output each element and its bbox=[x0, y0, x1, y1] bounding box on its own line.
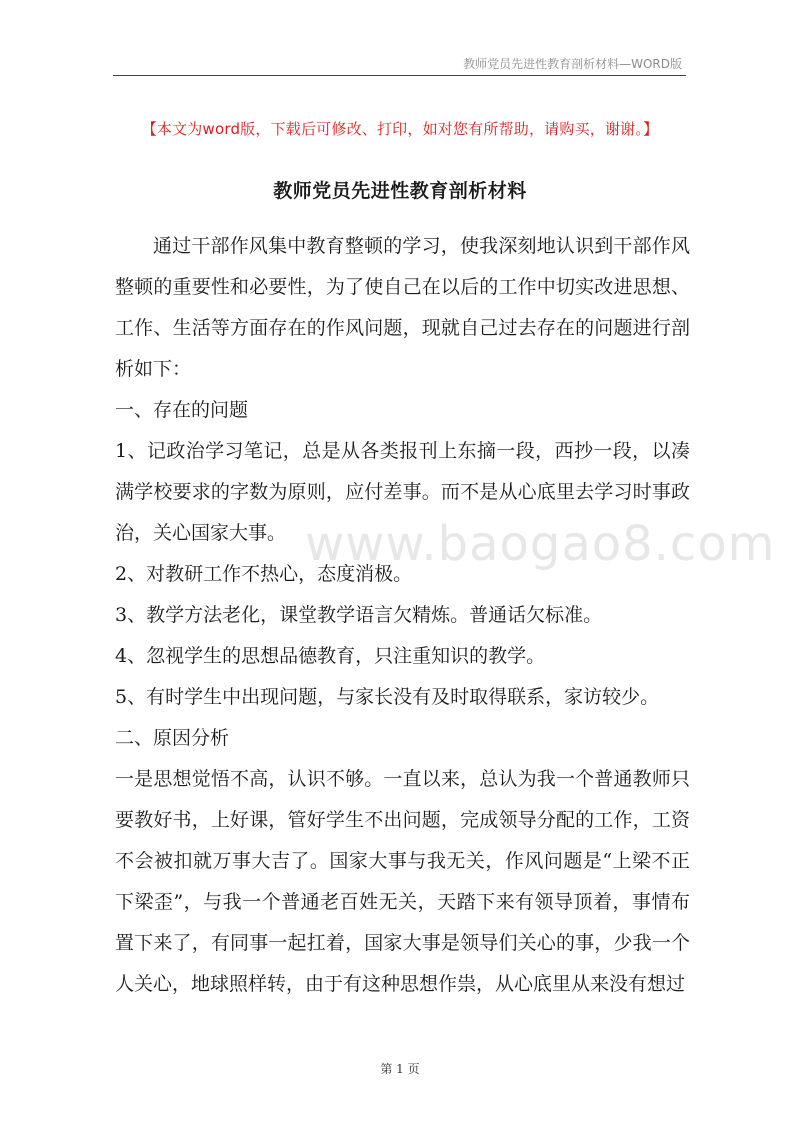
document-title: 教师党员先进性教育剖析材料 bbox=[273, 180, 527, 202]
header-divider bbox=[113, 75, 686, 76]
watermark: www.baogao8.com bbox=[305, 516, 776, 572]
section-heading-problems: 一、存在的问题 bbox=[115, 399, 249, 421]
download-notice: 【本文为word版，下载后可修改、打印，如对您有所帮助，请购买，谢谢。】 bbox=[141, 120, 659, 138]
issue-item: 1、记政治学习笔记，总是从各类报刊上东摘一段，西抄一段，以凑满学校要求的字数为原则，应付差事。而不是从心底里去学习时事政治，关心国家大事。 bbox=[115, 440, 690, 544]
issue-item: 2、对教研工作不热心，态度消极。 bbox=[115, 563, 413, 585]
section-heading-causes: 二、原因分析 bbox=[115, 727, 230, 749]
intro-paragraph: 通过干部作风集中教育整顿的学习，使我深刻地认识到干部作风整顿的重要性和必要性，为了使自己在以后的工作中切实改进思想、工作、生活等方面存在的作风问题，现就自己过去存在的问题进行剖析如下： bbox=[115, 235, 690, 380]
analysis-paragraph: 一是思想觉悟不高，认识不够。一直以来，总认为我一个普通教师只要教好书，上好课，管好学生不出问题，完成领导分配的工作，工资不会被扣就万事大吉了。国家大事与我无关，作风问题是“上梁不正下梁歪”，与我一个普通老百姓无关，天踏下来有领导顶着，事情布置下来了，有同事一起扛着，国家大事是领导们关心的事，少我一个人关心，地球照样转，由于有这种思想作祟，从心底里从来没有想过 bbox=[115, 768, 690, 995]
document-body bbox=[115, 226, 690, 1005]
issue-item: 4、忽视学生的思想品德教育，只注重知识的教学。 bbox=[115, 645, 546, 667]
issue-item: 3、教学方法老化，课堂教学语言欠精炼。普通话欠标准。 bbox=[115, 604, 603, 626]
running-header: 教师党员先进性教育剖析材料—WORD版 bbox=[463, 57, 682, 71]
page-number: 第 1 页 bbox=[380, 1062, 420, 1076]
issue-item: 5、有时学生中出现问题，与家长没有及时取得联系，家访较少。 bbox=[115, 686, 660, 708]
